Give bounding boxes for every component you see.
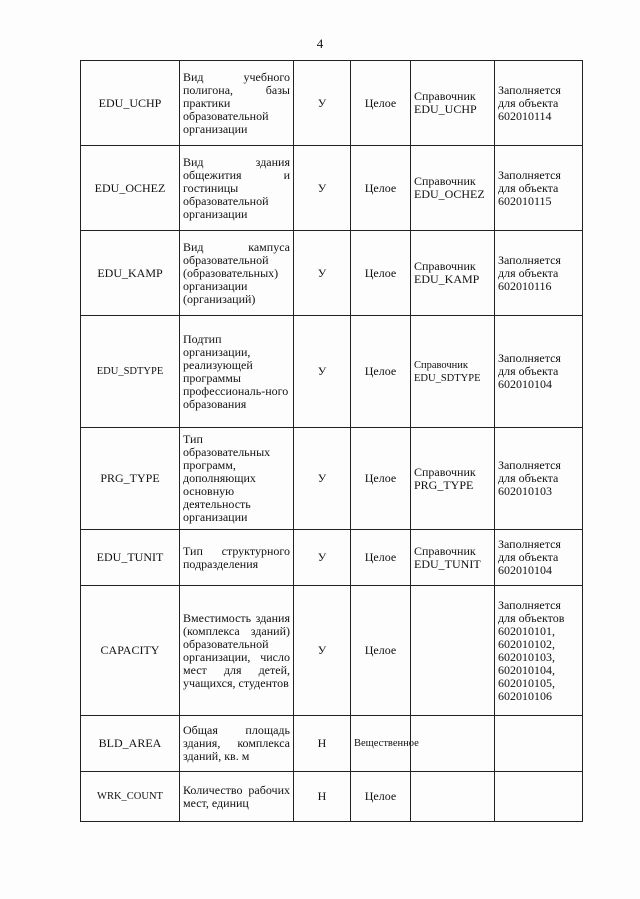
attribute-reference: Справочник EDU_OCHEZ: [411, 146, 495, 231]
attribute-description: Подтип организации, реализующей программы профессиональ-ного образования: [180, 316, 294, 428]
attribute-note: Заполняется для объекта 602010104: [495, 316, 583, 428]
attribute-code: BLD_AREA: [81, 716, 180, 772]
attribute-reference: [411, 716, 495, 772]
table-row: [81, 61, 583, 146]
attribute-type: Вещественное: [351, 716, 411, 772]
attribute-type: Целое: [351, 316, 411, 428]
attribute-description: Тип образовательных программ, дополняющих основную деятельность организации: [180, 428, 294, 530]
attribute-required: Н: [294, 772, 351, 822]
attribute-type: Целое: [351, 428, 411, 530]
attribute-note: Заполняется для объекта 602010116: [495, 231, 583, 316]
table-row: [81, 530, 583, 586]
attribute-note: Заполняется для объектов 602010101, 602010102, 602010103, 602010104, 602010105, 602010106: [495, 586, 583, 716]
table-row: [81, 316, 583, 428]
attribute-note: Заполняется для объекта 602010104: [495, 530, 583, 586]
attribute-required: У: [294, 146, 351, 231]
attribute-required: У: [294, 316, 351, 428]
attribute-reference: Справочник PRG_TYPE: [411, 428, 495, 530]
attribute-code: EDU_KAMP: [81, 231, 180, 316]
attribute-required: У: [294, 586, 351, 716]
attribute-reference: Справочник EDU_SDTYPE: [411, 316, 495, 428]
attribute-type: Целое: [351, 586, 411, 716]
attribute-description: Вид учебного полигона, базы практики образовательной организации: [180, 61, 294, 146]
attribute-required: У: [294, 530, 351, 586]
attribute-description: Тип структурного подразделения: [180, 530, 294, 586]
attribute-description: Вид кампуса образовательной (образовательных) организации (организаций): [180, 231, 294, 316]
attribute-required: Н: [294, 716, 351, 772]
attribute-type: Целое: [351, 231, 411, 316]
attribute-note: Заполняется для объекта 602010115: [495, 146, 583, 231]
attribute-code: EDU_TUNIT: [81, 530, 180, 586]
attribute-description: Вместимость здания (комплекса зданий) образовательной организации, число мест для детей, учащихся, студентов: [180, 586, 294, 716]
attribute-type: Целое: [351, 61, 411, 146]
attribute-note: [495, 716, 583, 772]
attribute-code: WRK_COUNT: [81, 772, 180, 822]
attribute-note: Заполняется для объекта 602010114: [495, 61, 583, 146]
attribute-code: EDU_OCHEZ: [81, 146, 180, 231]
table-row: [81, 428, 583, 530]
attribute-reference: Справочник EDU_UCHP: [411, 61, 495, 146]
table-row: [81, 586, 583, 716]
attribute-reference: [411, 586, 495, 716]
attribute-type: Целое: [351, 146, 411, 231]
attribute-reference: Справочник EDU_KAMP: [411, 231, 495, 316]
attribute-required: У: [294, 231, 351, 316]
attribute-code: EDU_UCHP: [81, 61, 180, 146]
page-number: 4: [316, 36, 324, 51]
attribute-description: Количество рабочих мест, единиц: [180, 772, 294, 822]
table-row: [81, 772, 583, 822]
attribute-code: EDU_SDTYPE: [81, 316, 180, 428]
attribute-description: Общая площадь здания, комплекса зданий, кв. м: [180, 716, 294, 772]
attribute-reference: [411, 772, 495, 822]
attribute-type: Целое: [351, 530, 411, 586]
attribute-code: CAPACITY: [81, 586, 180, 716]
table-row: [81, 231, 583, 316]
table-row: [81, 716, 583, 772]
attribute-required: У: [294, 61, 351, 146]
attribute-note: [495, 772, 583, 822]
table-row: [81, 146, 583, 231]
attribute-type: Целое: [351, 772, 411, 822]
attribute-code: PRG_TYPE: [81, 428, 180, 530]
attribute-required: У: [294, 428, 351, 530]
attributes-table: [80, 60, 583, 822]
attribute-reference: Справочник EDU_TUNIT: [411, 530, 495, 586]
attribute-description: Вид здания общежития и гостиницы образовательной организации: [180, 146, 294, 231]
attribute-note: Заполняется для объекта 602010103: [495, 428, 583, 530]
